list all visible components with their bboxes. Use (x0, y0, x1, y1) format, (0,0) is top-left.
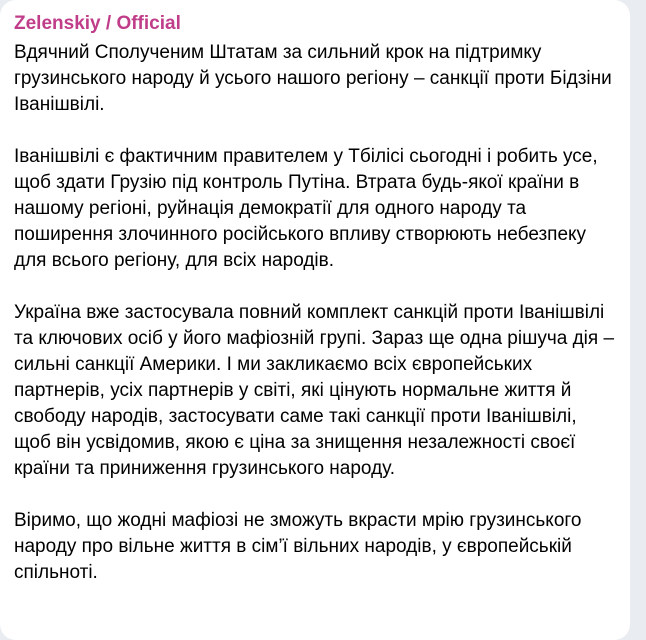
message-paragraph-3: Україна вже застосувала повний комплект санкцій проти Іванішвілі та ключових осіб у його мафіозній групі. Зараз ще одна рішуча дія – сильні санкції Америки. І ми закликаємо всіх європейських партнерів, усіх партнерів у світі, які цінують нормальне життя й свободу народів, застосувати саме такі санкції проти Іванішвілі, щоб він усвідомив, якою є ціна за знищення незалежності своєї країни та приниження грузинського народу. (14, 302, 620, 479)
message-paragraph-1: Вдячний Сполученим Штатам за сильний крок на підтримку грузинського народу й усього нашого регіону – санкції проти Бідзіни Іванішвілі. (14, 42, 618, 115)
message-paragraph-4: Віримо, що жодні мафіозі не зможуть вкрасти мрію грузинського народу про вільне життя в сім’ї вільних народів, у європейській спільноті. (14, 510, 587, 583)
sender-name[interactable]: Zelenskiy / Official (14, 13, 181, 34)
message-paragraph-2: Іванішвілі є фактичним правителем у Тбілісі сьогодні і робить усе, щоб здати Грузію під контроль Путіна. Втрата будь-якої країни в нашому регіоні, руйнація демократії для одного народу та поширення злочинного російського впливу створюють небезпеку для всього регіону, для всіх народів. (14, 146, 603, 271)
